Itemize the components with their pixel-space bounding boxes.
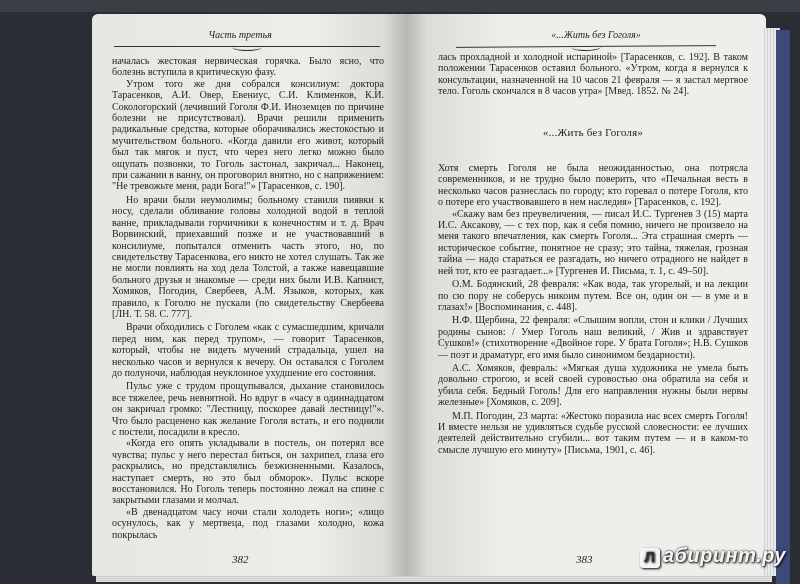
left-page — [92, 14, 406, 576]
left-header-rule — [114, 46, 380, 47]
paragraph: лась прохладной и холодной испариной» [Тарасенков, с. 192]. В таком положении Тарасенков оставил больного. «Утром, когда я вернулся к консультации, назначенной на 10 часов 21 февраля — я застал мертвое тело. Гоголь скончался в 8 часов утра» [Мвед. 1852. № 24]. — [438, 52, 748, 98]
paragraph: Пульс уже с трудом прощупывался, дыхание становилось все тяжелее, речь невнятной. Но вдруг в «часу в одиннадцатом он закричал громко: "Лестницу, поскорее давай лестницу!"». Что было расценено как желание Гоголя встать, и его подняли с постели, посадили в кресло. — [112, 381, 384, 438]
right-running-head: «...Жить без Гоголя» — [551, 30, 641, 41]
paragraph: Утром того же дня собрался консилиум: доктора Тарасенков, А.И. Овер, Евениус, С.И. Клименков, К.И. Сокологорский (лечивший Гоголя Ф.И. Иноземцев по причине болезни не присутствовал). Врачи решили применить радикальные средства, которые оборачивались жестокостью и мучительством больного. «Когда давили его живот, который был так мягок и пуст, что через него легко можно было ощупать позвонки, то Гоголь застонал, закричал... Наконец, при сажании в ванну, он проговорил внятно, но с напряжением: "Не тревожьте меня, ради Бога!"» [Тарасенков, с. 190]. — [112, 78, 384, 193]
paragraph: «В двенадцатом часу ночи стали холодеть ноги»; «лицо осунулось, как у мертвеца, под глазами холодно, кожа покрылась — [112, 506, 384, 541]
right-header-rule — [456, 45, 716, 48]
right-page-number: 383 — [576, 554, 593, 566]
labirint-watermark — [640, 545, 786, 568]
left-page-text — [112, 56, 384, 541]
book-cover-edge — [776, 30, 790, 584]
paragraph: Н.Ф. Щербина, 22 февраля: «Слышим вопли, стон и клики / Лучших родины сынов: / Умер Гоголь наш великий, / Жив и здравствует Сушков!» (стихотворение «Двойное горе. У брата Гоголя»; Н.В. Сушков — поэт и драматург, его имя было синонимом бездарности). — [438, 315, 748, 361]
paragraph: «Скажу вам без преувеличения, — писал И.С. Тургенев 3 (15) марта И.С. Аксакову, — с тех пор, как я себя помню, ничего не произвело на меня такого впечатления, как смерть Гоголя... Эта страшная смерть — историческое событие, понятное не сразу; это тайна, тяжелая, грозная тайна — надо стараться ее разгадать, но ничего отрадного не найдет в ней тот, кто ее разгадает...» [Тургенев И. Письма, т. 1, с. 49–50]. — [438, 208, 748, 277]
paragraph: А.С. Хомяков, февраль: «Мягкая душа художника не умела быть довольно строгою, и всей своей суровостью она обратила на себя и убила себя. Бедный Гоголь! Для его направления нужны были нервы железные» [Хомяков, с. 209]. — [438, 362, 748, 409]
paragraph: «Когда его опять укладывали в постель, он потерял все чувства; пульс у него перестал биться, он захрипел, глаза его раскрылись, но представлялись безжизненными. Казалось, наступает смерть, но это был обморок». Пульс вскоре восстановился. Но Гоголь теперь постоянно лежал на спине с закрытыми глазами и молчал. — [112, 438, 384, 507]
left-running-head: Часть третья — [208, 30, 272, 41]
labirint-logo-icon: Л — [640, 548, 660, 568]
left-page-number: 382 — [232, 554, 249, 566]
watermark-text: абиринт.ру — [662, 545, 786, 567]
paragraph: Хотя смерть Гоголя не была неожиданностью, она потрясла современников, и не трудно было поверить, что «Печальная весть в несколько часов разнеслась по городу; кто горевал о потере Гоголя, кто о потере его участвовавшего в нем наследия» [Тарасенков, с. 192]. — [438, 163, 748, 209]
chapter-title: «...Жить без Гоголя» — [542, 126, 644, 139]
right-page-text — [438, 52, 748, 456]
book-spread — [0, 6, 790, 578]
paragraph: О.М. Бодянский, 28 февраля: «Как вода, так угорелый, и на лекции по сю пору не соберусь никоим путем. Все он, один он — в уме и в глазах!» [Воспоминания, с. 448]. — [438, 279, 748, 313]
paragraph: Но врачи были неумолимы; больному ставили пиявки к носу, сделали обливание головы холодной водой в теплой ванне, прикладывали горчичники к конечностям и т. д. Врач Ворвинский, приехавший позже и не участвовавший в консилиуме, попытался отменить часть этого, но, по свидетельству Тарасенкова, его никто не хотел слушать. Так же не могли повлиять на ход дела Толстой, а также навещавшие больного друзья и знакомые — среди них были И.В. Капнист, Хомяков, Погодин, Свербеев, А.М. Языков, которых, как правило, к Гоголю не пускали (по свидетельству Свербеева [ЛН. Т. 58. С. 777]. — [112, 194, 384, 320]
paragraph: М.П. Погодин, 23 марта: «Жестоко поразила нас всех смерть Гоголя! И вместе нельзя не удивляться судьбе русской словесности: ее лучших деятелей действительно сгубили... вот таким путем — и в каком-то смысле лучшую его минуту» [Письма, 1901, с. 46]. — [438, 410, 748, 456]
right-page — [406, 14, 766, 576]
paragraph: началась жестокая нервическая горячка. Было ясно, что болезнь вступила в критическую фазу. — [112, 56, 384, 79]
paragraph: Врачи обходились с Гоголем «как с сумасшедшим, кричали перед ним, как перед трупом», — говорит Тарасенков, который, чтобы не видеть мучений страдальца, ушел на несколько часов и вернулся к вечеру. Он оставался с Гоголем до полуночи, наблюдая неуклонное ухудшение его состояния. — [112, 322, 384, 379]
page-edge-bottom — [96, 576, 772, 582]
